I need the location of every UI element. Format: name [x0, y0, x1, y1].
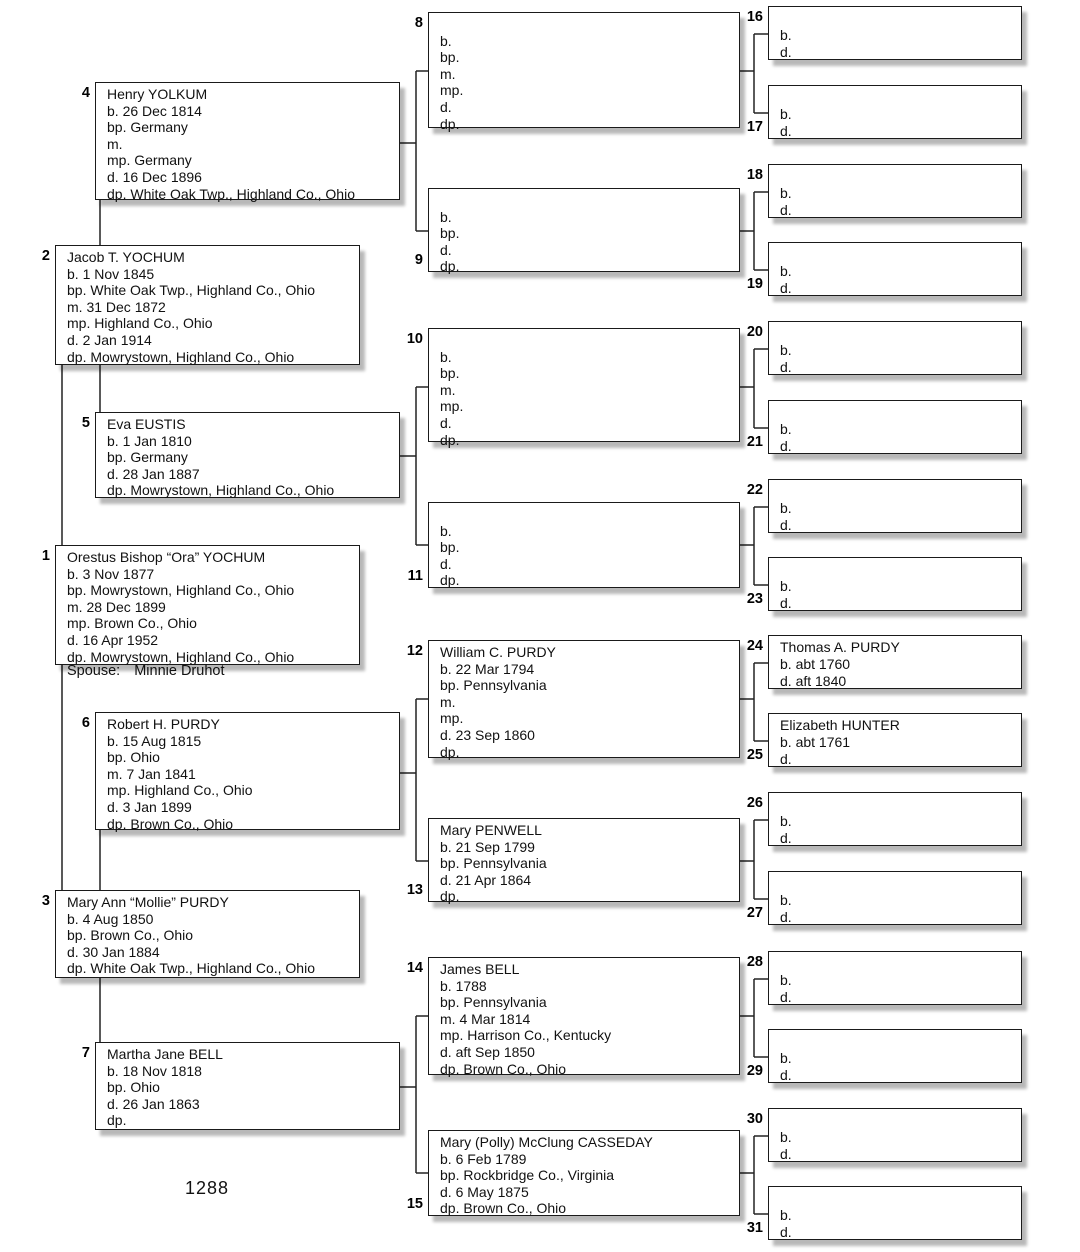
person-field: bp. Brown Co., Ohio — [67, 927, 194, 944]
person-box-10 — [406, 328, 740, 448]
person-field: b. 22 Mar 1794 — [440, 660, 535, 677]
person-number: 10 — [406, 331, 423, 347]
person-number: 16 — [746, 9, 763, 25]
person-name — [780, 168, 1015, 185]
person-field: d. — [780, 202, 792, 218]
person-field: bp. Ohio — [107, 749, 160, 766]
person-field: d. — [780, 1224, 792, 1240]
person-field: mp. Germany — [107, 152, 192, 169]
person-box-1 — [41, 545, 360, 665]
person-field: dp. — [107, 1112, 127, 1129]
person-number: 17 — [746, 119, 763, 135]
person-field: b. — [440, 348, 452, 365]
person-field: mp. Highland Co., Ohio — [67, 315, 213, 332]
person-name: Jacob T. YOCHUM — [67, 249, 185, 265]
person-box-16 — [746, 6, 1022, 60]
person-field: mp. — [440, 398, 464, 415]
person-field: b. — [780, 27, 792, 43]
person-name — [780, 875, 1015, 892]
person-name — [780, 483, 1015, 500]
person-field: b. abt 1760 — [780, 656, 851, 672]
person-field: bp. — [440, 49, 460, 66]
person-name: Mary PENWELL — [440, 822, 542, 838]
person-number: 4 — [81, 85, 90, 101]
person-box-2 — [41, 245, 360, 365]
person-box-23 — [746, 557, 1022, 611]
person-field: d. — [780, 44, 792, 60]
person-box-5 — [81, 412, 400, 499]
person-field: b. 3 Nov 1877 — [67, 565, 155, 582]
person-number: 27 — [746, 905, 763, 921]
person-field: bp. Pennsylvania — [440, 855, 547, 872]
person-field: b. — [780, 185, 792, 201]
person-field: d. 26 Jan 1863 — [107, 1095, 200, 1112]
person-number: 18 — [746, 167, 763, 183]
person-field: bp. Rockbridge Co., Virginia — [440, 1167, 615, 1184]
person-name: Elizabeth HUNTER — [780, 717, 900, 733]
person-name — [780, 1033, 1015, 1050]
person-field: dp. — [440, 258, 460, 275]
person-field: bp. Pennsylvania — [440, 677, 547, 694]
person-field: b. 4 Aug 1850 — [67, 910, 154, 927]
person-field: bp. Pennsylvania — [440, 994, 547, 1011]
person-field: m. 28 Dec 1899 — [67, 598, 166, 615]
person-field: bp. — [440, 225, 460, 242]
person-name: Robert H. PURDY — [107, 716, 220, 732]
person-field: dp. Brown Co., Ohio — [440, 1200, 567, 1217]
person-number: 19 — [746, 276, 763, 292]
person-field: d. aft Sep 1850 — [440, 1043, 535, 1060]
person-field: bp. White Oak Twp., Highland Co., Ohio — [67, 282, 315, 299]
person-box-28 — [746, 951, 1022, 1005]
person-field: b. — [780, 342, 792, 358]
person-number: 5 — [81, 415, 90, 431]
person-box-12 — [406, 640, 740, 760]
person-field: m. — [440, 65, 456, 82]
person-field: dp. — [440, 431, 460, 448]
person-box-21 — [746, 400, 1022, 454]
person-name: William C. PURDY — [440, 644, 556, 660]
spouse-line — [67, 662, 224, 680]
person-field: b. — [780, 892, 792, 908]
person-box-30 — [746, 1108, 1022, 1162]
person-box-31 — [746, 1186, 1022, 1240]
person-field: b. 18 Nov 1818 — [107, 1062, 202, 1079]
person-field: d. aft 1840 — [780, 673, 847, 689]
person-number: 29 — [746, 1063, 763, 1079]
person-field: m. — [440, 693, 456, 710]
person-box-3 — [41, 890, 360, 978]
person-number: 30 — [746, 1111, 763, 1127]
person-field: d. — [780, 909, 792, 925]
person-field: b. — [780, 1050, 792, 1066]
person-field: d. 16 Apr 1952 — [67, 631, 159, 648]
person-number: 11 — [407, 568, 423, 584]
person-number: 22 — [746, 482, 763, 498]
person-field: mp. — [440, 710, 464, 727]
person-number: 20 — [746, 324, 763, 340]
person-name — [780, 955, 1015, 972]
person-name — [440, 332, 733, 349]
person-field: b. — [780, 578, 792, 594]
person-field: bp. Ohio — [107, 1079, 160, 1096]
person-field: d. 3 Jan 1899 — [107, 798, 192, 815]
person-field: bp. Mowrystown, Highland Co., Ohio — [67, 582, 295, 599]
person-number: 21 — [746, 434, 763, 450]
person-field: d. — [780, 1146, 792, 1162]
person-name — [780, 325, 1015, 342]
person-field: b. — [440, 522, 452, 539]
person-number: 15 — [406, 1196, 423, 1212]
person-field: dp. White Oak Twp., Highland Co., Ohio — [67, 960, 315, 977]
spouse-name: Minnie Druhot — [134, 663, 225, 679]
person-name — [780, 89, 1015, 106]
person-box-19 — [746, 242, 1022, 296]
person-name — [780, 796, 1015, 813]
person-field: b. 1 Jan 1810 — [107, 432, 192, 449]
person-name — [780, 404, 1015, 421]
person-box-4 — [81, 82, 400, 202]
person-field: mp. Harrison Co., Kentucky — [440, 1027, 612, 1044]
person-field: b. — [780, 500, 792, 516]
person-number: 24 — [746, 638, 763, 654]
person-field: b. 6 Feb 1789 — [440, 1150, 527, 1167]
page-number: 1288 — [185, 1178, 230, 1198]
person-number: 3 — [41, 893, 50, 909]
person-field: d. — [780, 989, 792, 1005]
person-number: 13 — [406, 882, 423, 898]
person-field: d. 2 Jan 1914 — [67, 331, 152, 348]
person-box-6 — [81, 712, 400, 832]
person-field: d. — [780, 280, 792, 296]
spouse-label: Spouse: — [67, 663, 121, 679]
person-field: bp. — [440, 365, 460, 382]
person-number: 23 — [746, 591, 763, 607]
person-field: d. — [440, 555, 452, 572]
person-field: mp. — [440, 82, 464, 99]
person-name: Henry YOLKUM — [107, 86, 208, 102]
person-name — [780, 561, 1015, 578]
person-field: b. 26 Dec 1814 — [107, 102, 202, 119]
person-field: bp. — [440, 539, 460, 556]
person-box-8 — [414, 12, 740, 132]
person-field: d. — [780, 751, 792, 767]
person-name: Mary Ann “Mollie” PURDY — [67, 894, 229, 910]
person-box-20 — [746, 321, 1022, 375]
person-field: dp. White Oak Twp., Highland Co., Ohio — [107, 185, 355, 202]
person-field: dp. — [440, 572, 460, 589]
person-name: Orestus Bishop “Ora” YOCHUM — [67, 549, 266, 565]
person-field: dp. — [440, 743, 460, 760]
person-field: b. 15 Aug 1815 — [107, 732, 202, 749]
person-box-14 — [406, 957, 740, 1077]
person-field: m. — [440, 381, 456, 398]
person-number: 25 — [746, 747, 763, 763]
person-field: d. — [780, 517, 792, 533]
person-field: b. — [780, 1207, 792, 1223]
person-field: mp. Highland Co., Ohio — [107, 782, 253, 799]
person-number: 26 — [746, 795, 763, 811]
person-number: 8 — [414, 15, 423, 31]
person-name: Eva EUSTIS — [107, 416, 186, 432]
person-number: 7 — [81, 1045, 90, 1061]
person-box-29 — [746, 1029, 1022, 1083]
person-field: b. — [780, 1129, 792, 1145]
person-field: d. — [780, 123, 792, 139]
person-field: m. — [107, 135, 123, 152]
person-number: 28 — [746, 954, 763, 970]
person-field: d. — [440, 98, 452, 115]
person-number: 6 — [81, 715, 90, 731]
person-number: 31 — [746, 1220, 763, 1236]
person-field: d. 6 May 1875 — [440, 1183, 529, 1200]
person-field: d. 21 Apr 1864 — [440, 871, 532, 888]
person-field: d. — [440, 241, 452, 258]
person-name — [440, 506, 733, 523]
person-box-9 — [414, 188, 740, 275]
person-number: 12 — [406, 643, 423, 659]
person-field: d. — [780, 595, 792, 611]
person-field: b. — [440, 32, 452, 49]
person-field: d. — [780, 438, 792, 454]
person-box-11 — [407, 502, 740, 589]
person-field: d. 16 Dec 1896 — [107, 168, 202, 185]
person-field: dp. — [440, 888, 460, 905]
person-name: Mary (Polly) McClung CASSEDAY — [440, 1134, 653, 1150]
person-field: b. 1788 — [440, 977, 487, 994]
person-number: 9 — [414, 252, 423, 268]
person-name — [780, 246, 1015, 263]
person-box-18 — [746, 164, 1022, 218]
person-field: b. 21 Sep 1799 — [440, 838, 535, 855]
person-field: b. — [780, 263, 792, 279]
person-field: m. 4 Mar 1814 — [440, 1010, 531, 1027]
person-box-25 — [746, 713, 1022, 767]
person-name: James BELL — [440, 961, 520, 977]
person-field: m. 31 Dec 1872 — [67, 298, 166, 315]
person-field: dp. Mowrystown, Highland Co., Ohio — [107, 482, 335, 499]
person-field: d. — [780, 359, 792, 375]
person-name — [440, 192, 733, 209]
person-field: b. — [780, 972, 792, 988]
person-field: mp. Brown Co., Ohio — [67, 615, 197, 632]
person-box-17 — [746, 85, 1022, 139]
person-field: b. — [780, 813, 792, 829]
person-field: b. — [780, 106, 792, 122]
person-name — [780, 10, 1015, 27]
person-field: d. 28 Jan 1887 — [107, 465, 200, 482]
person-name: Martha Jane BELL — [107, 1046, 223, 1062]
person-field: d. 30 Jan 1884 — [67, 943, 160, 960]
person-field: b. abt 1761 — [780, 734, 851, 750]
person-name — [780, 1112, 1015, 1129]
person-field: d. 23 Sep 1860 — [440, 726, 535, 743]
person-field: bp. Germany — [107, 119, 188, 136]
person-box-15 — [406, 1130, 740, 1217]
person-name — [780, 1190, 1015, 1207]
person-name — [440, 16, 733, 33]
person-field: m. 7 Jan 1841 — [107, 765, 196, 782]
person-box-26 — [746, 792, 1022, 846]
person-field: dp. Brown Co., Ohio — [107, 815, 234, 832]
person-number: 14 — [406, 960, 423, 976]
person-field: bp. Germany — [107, 449, 188, 466]
person-number: 1 — [41, 548, 50, 564]
person-field: dp. Brown Co., Ohio — [440, 1060, 567, 1077]
person-field: b. — [780, 421, 792, 437]
person-field: dp. — [440, 115, 460, 132]
person-box-13 — [406, 818, 740, 905]
person-field: d. — [780, 830, 792, 846]
person-name: Thomas A. PURDY — [780, 639, 900, 655]
person-box-27 — [746, 871, 1022, 925]
person-box-22 — [746, 479, 1022, 533]
person-field: d. — [440, 414, 452, 431]
person-box-7 — [81, 1042, 400, 1130]
person-box-24 — [746, 635, 1022, 689]
person-field: dp. Mowrystown, Highland Co., Ohio — [67, 348, 295, 365]
person-number: 2 — [41, 248, 50, 264]
person-field: b. 1 Nov 1845 — [67, 265, 155, 282]
person-field: dp. Mowrystown, Highland Co., Ohio — [67, 648, 295, 665]
person-field: d. — [780, 1067, 792, 1083]
person-field: b. — [440, 208, 452, 225]
